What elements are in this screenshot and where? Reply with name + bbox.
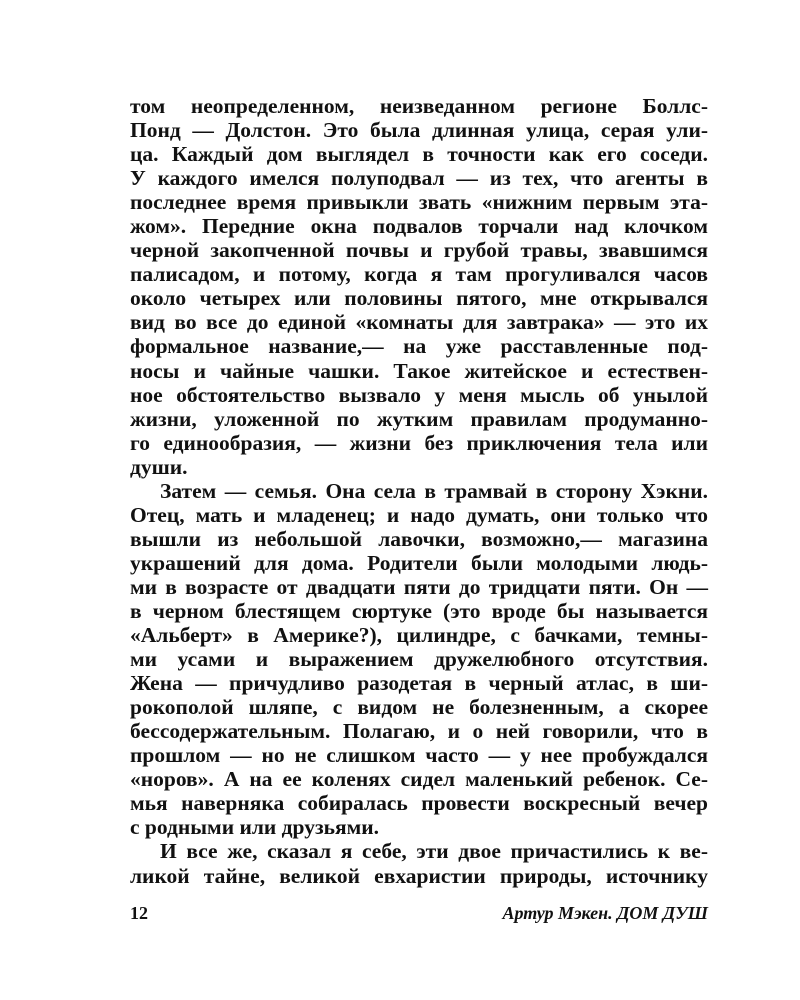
text-line: последнее время привыкли звать «нижним первым эта- xyxy=(130,190,708,215)
text-line: «норов». А на ее коленях сидел маленький ребенок. Се- xyxy=(130,767,708,792)
page-footer xyxy=(130,900,708,926)
text-line: мья наверняка собиралась провести воскресный вечер xyxy=(130,791,708,816)
text-line: Жена — причудливо разодетая в черный атлас, в ши- xyxy=(130,671,708,696)
text-line: рокополой шляпе, с видом не болезненным, а скорее xyxy=(130,695,708,720)
text-line: ца. Каждый дом выглядел в точности как его соседи. xyxy=(130,142,708,167)
text-line: носы и чайные чашки. Такое житейское и естествен- xyxy=(130,358,708,383)
page-number: 12 xyxy=(130,903,148,923)
text-line: «Альберт» в Америке?), цилиндре, с бачками, темны- xyxy=(130,623,708,648)
text-line: го единообразия, — жизни без приключения тела или xyxy=(130,430,708,455)
text-line: в черном блестящем сюртуке (это вроде бы называется xyxy=(130,598,708,623)
text-line: души. xyxy=(130,454,188,479)
text-line: прошлом — но не слишком часто — у нее пробуждался xyxy=(130,743,708,768)
text-line: жизни, уложенной по жутким правилам продуманно- xyxy=(130,406,708,431)
text-line: украшений для дома. Родители были молодыми людь- xyxy=(130,550,708,575)
text-line: Отец, мать и младенец; и надо думать, они только что xyxy=(130,502,708,527)
text-line: ми в возрасте от двадцати пяти до тридцати пяти. Он — xyxy=(130,574,708,599)
text-line: ликой тайне, великой евхаристии природы, источнику xyxy=(130,863,708,888)
text-line: вид во все до единой «комнаты для завтрака» — это их xyxy=(130,310,708,335)
text-line: том неопределенном, неизведанном регионе Боллс- xyxy=(130,94,708,118)
running-title: Артур Мэкен. ДОМ ДУШ xyxy=(502,903,708,923)
text-line: Понд — Долстон. Это была длинная улица, серая ули- xyxy=(130,118,708,143)
text-line: И все же, сказал я себе, эти двое причастились к ве- xyxy=(160,839,708,864)
text-line: около четырех или половины пятого, мне открывался xyxy=(130,286,708,311)
text-line: палисадом, и потому, когда я там прогуливался часов xyxy=(130,262,708,287)
text-line: Затем — семья. Она села в трамвай в сторону Хэкни. xyxy=(160,478,708,503)
text-line: бессодержательным. Полагаю, и о ней говорили, что в xyxy=(130,719,708,744)
text-line: с родными или друзьями. xyxy=(130,815,380,840)
text-line: ми усами и выражением дружелюбного отсутствия. xyxy=(130,647,708,672)
text-line: черной закопченной почвы и грубой травы, звавшимся xyxy=(130,238,708,263)
page-body-text xyxy=(130,94,708,888)
text-line: вышли из небольшой лавочки, возможно,— магазина xyxy=(130,526,708,551)
text-line: У каждого имелся полуподвал — из тех, что агенты в xyxy=(130,166,708,191)
text-line: ное обстоятельство вызвало у меня мысль об унылой xyxy=(130,382,708,407)
text-line: жом». Передние окна подвалов торчали над клочком xyxy=(130,214,708,239)
text-line: формальное название,— на уже расставленные под- xyxy=(130,334,708,359)
